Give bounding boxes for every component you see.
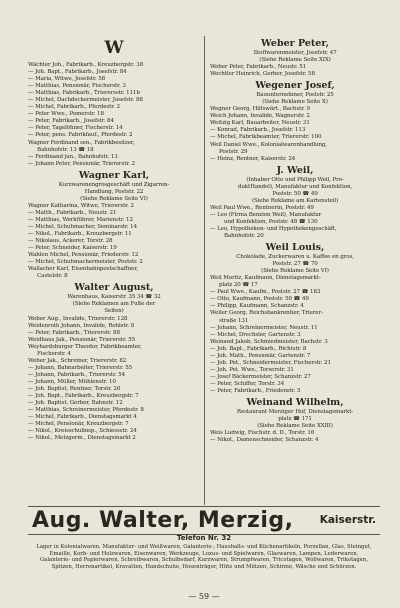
directory-entry: — Peter, Schneider, Kaiserstr. 19: [28, 245, 117, 252]
directory-entry: — Joh. Math., Pensionär, Gartenstr. 7: [210, 352, 311, 359]
directory-entry: (Siehe Reklame Seite XXIII): [257, 423, 333, 430]
directory-entry: — Matth., Fabrikarb., Neustr. 21: [28, 209, 117, 216]
directory-entry: — Johann, Fabrikarb., Triererstr. 54: [28, 371, 126, 378]
directory-entry: — Peter, Fabrikarb., Josefstr. 84: [28, 118, 114, 125]
directory-entry: — Matthias, Schreinermeister, Pferdestr. 8: [28, 407, 144, 414]
advertisement-text: [28, 544, 380, 570]
directory-entry: Weber Jak., Schreiner, Triererstr. 82: [28, 357, 127, 364]
section-letter: W: [104, 38, 124, 58]
directory-entry: Weber Peter, Fabrikarb., Neustr. 51: [210, 64, 307, 71]
directory-entry: — Ferdinand jun., Bahnhofstr. 13: [28, 153, 118, 160]
directory-entry: — Otto, Kaufmann, Poststr. 50 ☎ 49: [210, 296, 309, 303]
directory-entry: — Peter, Schiffer, Torstr. 34: [210, 380, 285, 387]
directory-entry: Kurzwarenengrosgeschäft und Zigarren-: [58, 181, 170, 188]
directory-entry: (Siehe Reklame Seite XIX): [259, 57, 331, 64]
directory-entry: — Nikolaus, Ackerer, Torstr. 28: [28, 238, 113, 245]
directory-entry: — Konrad, Fabrikarb., Josefstr. 113: [210, 127, 306, 134]
directory-entry: — Maria, Witwe, Josefstr. 58: [28, 76, 106, 83]
directory-entry: und Konfektion, Poststr. 48 ☎ 130: [224, 218, 318, 225]
entry-heading: Walter August,: [74, 282, 154, 294]
directory-entry: — Michel, Drechsler, Gartenstr. 3: [210, 331, 301, 338]
directory-entry: Weidenroth Johann, Invalide, Rehlstr. 8: [28, 322, 135, 329]
directory-entry: Poststr. 27 ☎ 70: [272, 261, 318, 268]
directory-entry: — Nikol., Kreisschulinsp., Schiessstr. 24: [28, 428, 137, 435]
directory-entry: — Josef Bäckermeister, Schanzstr. 27: [210, 373, 311, 380]
advertisement-line: Emaille, Korb- und Holzwaren, Eisenwaren, Werkzeuge, Luxus- und Spielwaren, Glaswaren, Lampen, Lederwaren,: [49, 550, 359, 557]
entry-heading: Weinand Wilhelm,: [246, 397, 344, 409]
directory-entry: — Peter, Fabrikarb., Friedenstr. 5: [210, 387, 301, 394]
directory-entry: (Inhaber Otto und Philipp Weil, Pro-: [246, 176, 344, 183]
directory-entry: — Peter, Tagelöhner, Fischerstr. 14: [28, 125, 123, 132]
directory-entry: — Nikol., Metzgerm., Dienstagsmarkt 2: [28, 435, 136, 442]
directory-entry: Weil Paul Wwe., Rentnerin, Poststr. 49: [210, 204, 314, 211]
right-column: [204, 36, 380, 505]
directory-entry: duktHandel), Manufaktur und Konfektion,: [237, 183, 353, 190]
directory-entry: Bahnhofstr. 20: [224, 233, 264, 240]
directory-entry: Weidhaus Jak., Pensionär, Triererstr. 55: [28, 336, 136, 343]
directory-entry: — Philipp, Kaufmann, Schanzstr. 4: [210, 303, 304, 310]
entry-heading: Wagner Karl,: [78, 169, 150, 181]
directory-entry: (Siehe Reklame Seite VI): [261, 268, 329, 275]
directory-entry: Weber Aug., Invalide, Triererstr. 128: [28, 315, 128, 322]
directory-entry: Weitzig Karl, Bauarbeiter, Neustr. 31: [210, 120, 310, 127]
directory-entry: — Michel, Fabrikarb., Dienstagsmarkt 4: [28, 414, 137, 421]
directory-entry: — Nikol., Damenschneider, Schanzstr. 4: [210, 437, 319, 444]
directory-entry: Restaurant Merziger Hof, Dienstagsmarkt-: [236, 409, 354, 416]
directory-entry: — Leo, Hypotheken- und Hypothekengeschäft,: [210, 225, 337, 232]
directory-entry: Handlung, Poststr. 22: [84, 188, 144, 195]
directory-entry: Weil Daniel Wwe., Kolonialwarenhandlung,: [210, 141, 328, 148]
directory-entry: — Joh. Bapt., Fabrikarb., Kreuzbergstr. 7: [28, 393, 139, 400]
directory-entry: Wagner Ferdinand sen., Fabrikbesitzer,: [28, 139, 135, 146]
directory-entry: — Johann, Bahnarbeiter, Triererstr. 55: [28, 364, 133, 371]
directory-entry: — Matthias, Pensionär, Fischerstr. 3: [28, 83, 126, 90]
directory-entry: — Nikol., Fabrikarb., Kreuzbergstr. 11: [28, 231, 132, 238]
directory-entry: — Michel, Dachdeckermeister, Josefstr. 88: [28, 97, 143, 104]
directory-entry: — Michel, Fabrikarb., Pferdestr. 2: [28, 104, 120, 111]
directory-entry: Wächter Joh., Fabrikarb., Kreuzbergstr. 38: [28, 62, 144, 68]
directory-entry: — Matthias, Werkführer, Marienstr. 12: [28, 216, 133, 223]
directory-entry: straße 131: [219, 317, 249, 324]
directory-entry: (Siehe Reklamen am Fuße der: [72, 301, 156, 308]
directory-entry: — Joh. Pet., Schneidermeister, Fischerstr. 21: [210, 359, 331, 366]
directory-entry: (Siehe Reklame Seite VI): [80, 195, 148, 202]
advertisement-line: Galanterie- und Papierwaren, Schreibwaren, Schulbedarf, Kurzwaren, Strumpfwaren, Tricotagen, Wollwaren, Trikotagen,: [39, 557, 369, 564]
directory-entry: Warenhaus, Kaiserstr. 35 34 ☎ 32: [67, 294, 161, 301]
directory-entry: Weil Moritz, Kaufmann, Dienstagsmarkt-: [210, 275, 321, 282]
directory-entry: (Siehe Reklame am Kartensteil): [251, 197, 339, 204]
directory-entry: Castelstr. 8: [37, 273, 68, 280]
directory-entry: Weinand Jakob, Schmiedmeister, Bachstr. 3: [210, 338, 328, 345]
directory-entry: — Leo (Firma Benzion Weil), Manufaktur: [210, 211, 322, 218]
directory-entry: — Joh. Bapt., Fabrikarb., Richtstr. 8: [210, 345, 307, 352]
directory-entry: Poststr. 29: [219, 148, 248, 155]
directory-entry: Weiler Georg, Reichsbankrentier, Trierer-: [210, 310, 323, 317]
directory-entry: — Peter Wwe., Pomerstr. 18: [28, 111, 104, 118]
directory-entry: Poststr. 50 ☎ 49: [272, 190, 318, 197]
directory-entry: — Peter, Fabrikarb., Triererstr. 88: [28, 329, 120, 336]
left-column: [28, 36, 204, 505]
entry-heading: Weil Louis,: [265, 242, 325, 254]
directory-entry: Wallacher Karl, Eisenbahnpostschaffner,: [28, 266, 138, 273]
banner-phone: Telefon Nr. 32: [176, 534, 232, 542]
directory-entry: — Joh. Bapt., Fabrikarb., Josefstr. 84: [28, 69, 127, 76]
entry-heading: Wegener Josef,: [255, 80, 335, 92]
directory-entry: — Michel, Fabrikbeamter, Triererstr. 100: [210, 134, 322, 141]
directory-entry: Weyhardsburger Theodor, Fabrikbeamter,: [28, 343, 142, 350]
directory-entry: — Johann, Schreinermeister, Neustr. 11: [210, 324, 318, 331]
directory-entry: Seiten): [104, 308, 124, 315]
directory-entry: Wagner Katharina, Witwe, Triererstr. 2: [28, 202, 134, 209]
directory-entry: platz ☎ 171: [278, 416, 312, 423]
directory-entry: Weis Ludwig, Fischstr. d. D., Torstr. 16: [210, 430, 315, 437]
directory-entry: — Joh. Baptist, Rentner, Torstr. 20: [28, 385, 121, 392]
directory-entry: Bahnhofstr. 13 ☎ 18: [37, 146, 94, 153]
directory-entry: Fischerstr. 4: [37, 350, 71, 357]
directory-entry: Stoffwarenmeister, Josefstr. 47: [253, 50, 337, 56]
directory-entry: — Johann Peter, Pensionär, Triererstr. 2: [28, 160, 135, 167]
directory-entry: — Johann, Müller, Mühlenstr. 10: [28, 378, 116, 385]
directory-entry: — Michel, Schuhmachermeister, Poststr. 2: [28, 259, 143, 266]
directory-entry: Wechtler Heinrich, Gerber, Josefstr. 58: [210, 71, 315, 78]
directory-entry: — Heinz, Rentner, Kaiserstr. 24: [210, 155, 296, 162]
entry-heading: Weber Peter,: [261, 38, 329, 49]
directory-entry: platz 20 ☎ 17: [219, 282, 258, 289]
directory-entry: Weich Johann, Invalide, Wagnerstr. 2: [210, 113, 310, 120]
directory-entry: Wahlen Michel, Pensionär, Friederstr. 12: [28, 252, 139, 259]
directory-entry: — Michel, Schuhmacher, Seminarstr. 14: [28, 223, 137, 230]
directory-entry: Wegner Georg, Hilfswärt., Bachstr. 9: [210, 106, 310, 113]
directory-columns: [28, 36, 380, 505]
directory-entry: — Peter, pens. Fabrikfauf., Pferdestr. 2: [28, 132, 133, 139]
banner-name: Aug. Walter, Merzig,: [32, 508, 294, 533]
directory-entry: Bauunternehmer, Poststr. 25: [256, 92, 334, 99]
directory-entry: — Joh. Baptist, Gerber, Bahnstr. 12: [28, 400, 123, 407]
directory-entry: — Matthias, Fabrikarb., Trierersstr. 111b: [28, 90, 140, 97]
entry-heading: J. Weil,: [276, 164, 314, 176]
directory-entry: Chokolade, Zuckerwaren u. Kaffee en gros,: [236, 254, 354, 261]
directory-entry: — Michel, Pensionär, Kreuzbergstr. 7: [28, 421, 129, 428]
directory-entry: — Joh. Pet. Wwe., Torserstr. 31: [210, 366, 294, 373]
advertisement-banner: [28, 506, 380, 535]
page-number: — 59 —: [188, 592, 220, 601]
advertisement-line: Lager in Kolonialwaren, Manufaktur- und Weißwaren, Galanterie-, Haushalts- und Küchenartikeln, Porzellan, Glas, Steingut,: [36, 544, 372, 550]
directory-entry: — Paul Wwe., Kaufm., Poststr. 27 ☎ 183: [210, 289, 321, 296]
directory-entry: (Siehe Reklame Seite X): [262, 99, 328, 106]
banner-street: Kaiserstr.: [319, 514, 376, 526]
advertisement-line: Spitzen, Herrenartikel, Kravatten, Handschuhe, Hosenträger, Hüte und Mützen, Schirme, Wäsche und Schürzen.: [51, 563, 357, 570]
